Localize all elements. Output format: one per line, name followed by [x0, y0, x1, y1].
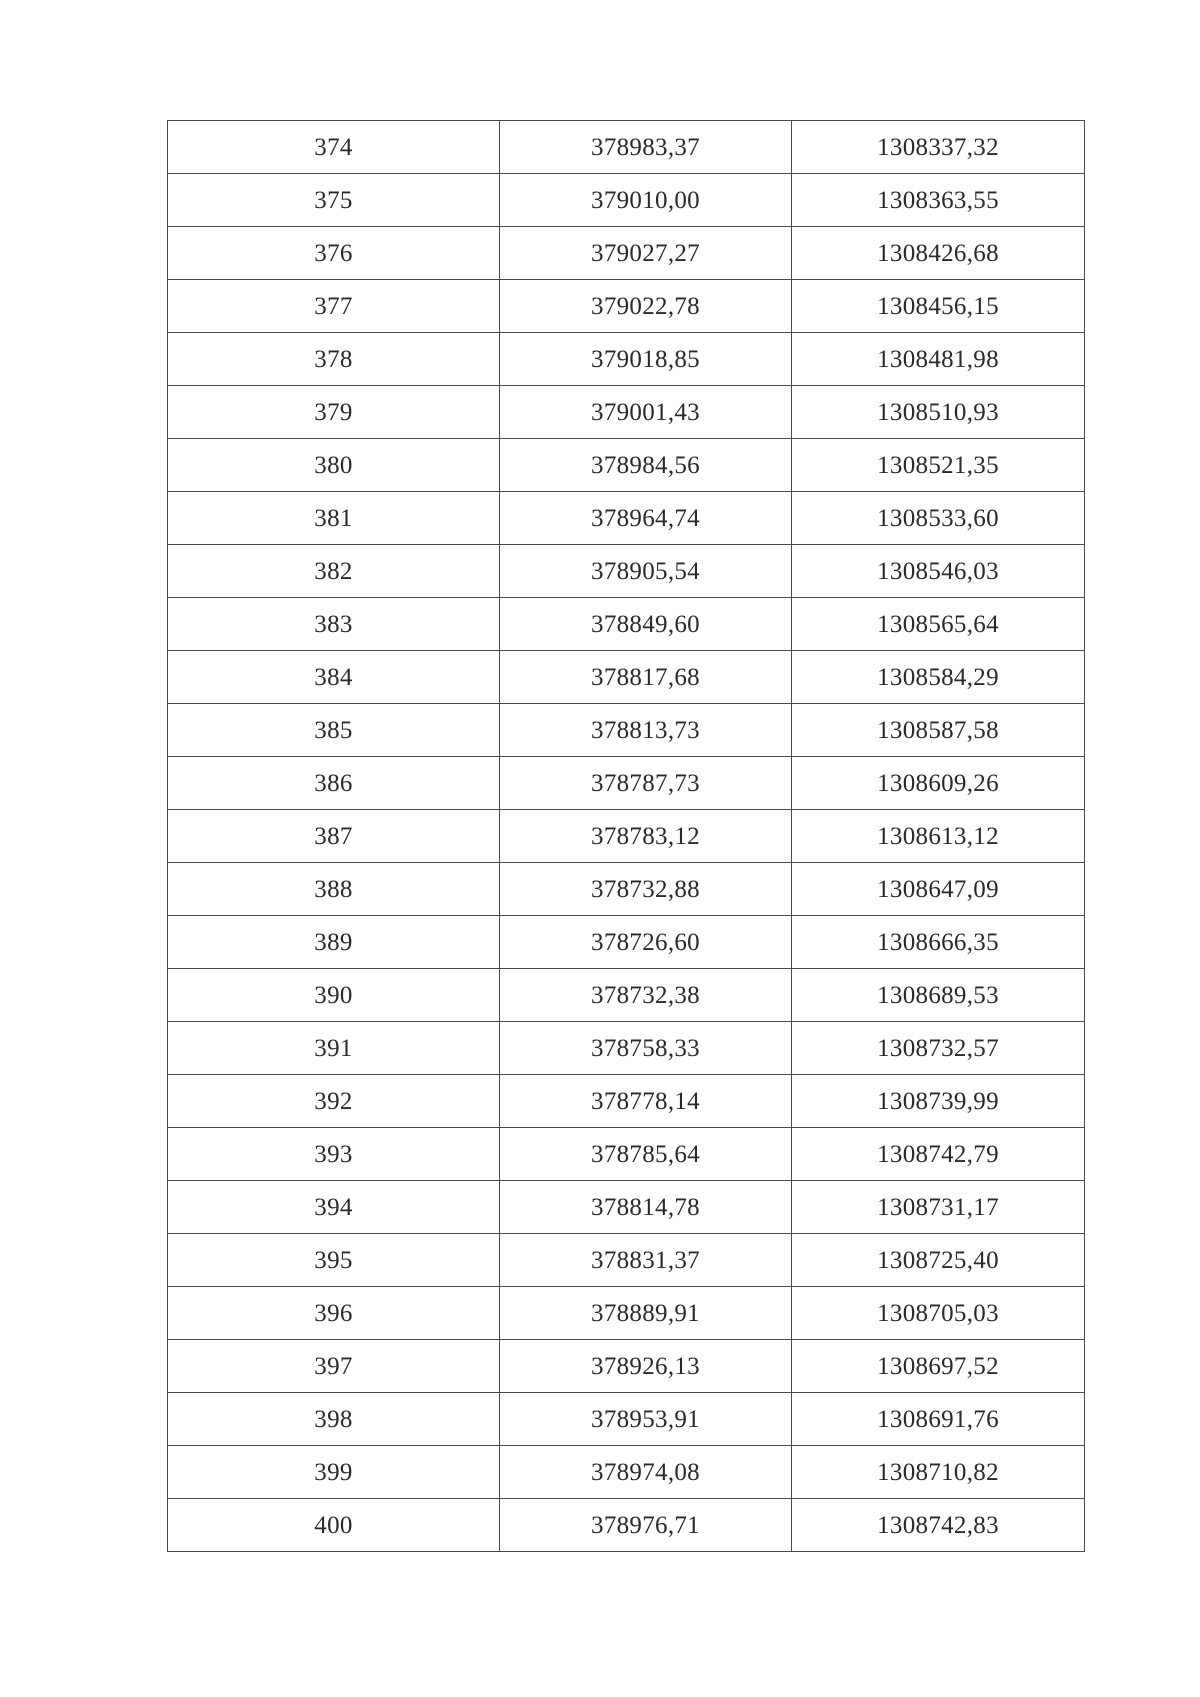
point-number-cell: 398 — [168, 1393, 500, 1446]
x-coordinate-cell: 378783,12 — [500, 810, 792, 863]
table-row — [168, 280, 1085, 333]
x-coordinate-cell: 378817,68 — [500, 651, 792, 704]
table-row — [168, 969, 1085, 1022]
point-number-cell: 383 — [168, 598, 500, 651]
x-coordinate-cell: 378814,78 — [500, 1181, 792, 1234]
table-row — [168, 916, 1085, 969]
table-row — [168, 1075, 1085, 1128]
point-number-cell: 387 — [168, 810, 500, 863]
point-number-cell: 376 — [168, 227, 500, 280]
y-coordinate-cell: 1308456,15 — [792, 280, 1085, 333]
point-number-cell: 379 — [168, 386, 500, 439]
point-number-cell: 389 — [168, 916, 500, 969]
x-coordinate-cell: 378889,91 — [500, 1287, 792, 1340]
x-coordinate-cell: 378849,60 — [500, 598, 792, 651]
x-coordinate-cell: 379022,78 — [500, 280, 792, 333]
table-row — [168, 704, 1085, 757]
x-coordinate-cell: 378953,91 — [500, 1393, 792, 1446]
point-number-cell: 386 — [168, 757, 500, 810]
point-number-cell: 394 — [168, 1181, 500, 1234]
table-row — [168, 227, 1085, 280]
table-row — [168, 1234, 1085, 1287]
point-number-cell: 385 — [168, 704, 500, 757]
point-number-cell: 380 — [168, 439, 500, 492]
x-coordinate-cell: 378778,14 — [500, 1075, 792, 1128]
point-number-cell: 375 — [168, 174, 500, 227]
y-coordinate-cell: 1308732,57 — [792, 1022, 1085, 1075]
y-coordinate-cell: 1308731,17 — [792, 1181, 1085, 1234]
y-coordinate-cell: 1308565,64 — [792, 598, 1085, 651]
x-coordinate-cell: 378732,38 — [500, 969, 792, 1022]
table-row — [168, 1340, 1085, 1393]
y-coordinate-cell: 1308689,53 — [792, 969, 1085, 1022]
point-number-cell: 400 — [168, 1499, 500, 1552]
y-coordinate-cell: 1308742,83 — [792, 1499, 1085, 1552]
point-number-cell: 381 — [168, 492, 500, 545]
point-number-cell: 390 — [168, 969, 500, 1022]
y-coordinate-cell: 1308587,58 — [792, 704, 1085, 757]
y-coordinate-cell: 1308613,12 — [792, 810, 1085, 863]
table-row — [168, 386, 1085, 439]
y-coordinate-cell: 1308546,03 — [792, 545, 1085, 598]
point-number-cell: 377 — [168, 280, 500, 333]
x-coordinate-cell: 378787,73 — [500, 757, 792, 810]
x-coordinate-cell: 378758,33 — [500, 1022, 792, 1075]
point-number-cell: 392 — [168, 1075, 500, 1128]
x-coordinate-cell: 379018,85 — [500, 333, 792, 386]
x-coordinate-cell: 379027,27 — [500, 227, 792, 280]
y-coordinate-cell: 1308337,32 — [792, 121, 1085, 174]
point-number-cell: 378 — [168, 333, 500, 386]
x-coordinate-cell: 378726,60 — [500, 916, 792, 969]
x-coordinate-cell: 378732,88 — [500, 863, 792, 916]
point-number-cell: 388 — [168, 863, 500, 916]
coordinates-table — [167, 120, 1085, 1552]
y-coordinate-cell: 1308739,99 — [792, 1075, 1085, 1128]
point-number-cell: 395 — [168, 1234, 500, 1287]
table-row — [168, 174, 1085, 227]
y-coordinate-cell: 1308363,55 — [792, 174, 1085, 227]
y-coordinate-cell: 1308697,52 — [792, 1340, 1085, 1393]
x-coordinate-cell: 379010,00 — [500, 174, 792, 227]
point-number-cell: 391 — [168, 1022, 500, 1075]
table-row — [168, 1181, 1085, 1234]
point-number-cell: 382 — [168, 545, 500, 598]
point-number-cell: 399 — [168, 1446, 500, 1499]
table-row — [168, 651, 1085, 704]
x-coordinate-cell: 378813,73 — [500, 704, 792, 757]
y-coordinate-cell: 1308533,60 — [792, 492, 1085, 545]
x-coordinate-cell: 378983,37 — [500, 121, 792, 174]
y-coordinate-cell: 1308521,35 — [792, 439, 1085, 492]
x-coordinate-cell: 378984,56 — [500, 439, 792, 492]
y-coordinate-cell: 1308426,68 — [792, 227, 1085, 280]
x-coordinate-cell: 378974,08 — [500, 1446, 792, 1499]
point-number-cell: 374 — [168, 121, 500, 174]
point-number-cell: 396 — [168, 1287, 500, 1340]
table-row — [168, 545, 1085, 598]
y-coordinate-cell: 1308481,98 — [792, 333, 1085, 386]
x-coordinate-cell: 378926,13 — [500, 1340, 792, 1393]
y-coordinate-cell: 1308742,79 — [792, 1128, 1085, 1181]
table-row — [168, 1446, 1085, 1499]
table-row — [168, 757, 1085, 810]
table-row — [168, 439, 1085, 492]
y-coordinate-cell: 1308710,82 — [792, 1446, 1085, 1499]
table-row — [168, 1393, 1085, 1446]
y-coordinate-cell: 1308609,26 — [792, 757, 1085, 810]
point-number-cell: 393 — [168, 1128, 500, 1181]
x-coordinate-cell: 378976,71 — [500, 1499, 792, 1552]
table-row — [168, 492, 1085, 545]
y-coordinate-cell: 1308666,35 — [792, 916, 1085, 969]
y-coordinate-cell: 1308510,93 — [792, 386, 1085, 439]
table-row — [168, 1022, 1085, 1075]
coordinates-table-body — [168, 121, 1085, 1552]
y-coordinate-cell: 1308584,29 — [792, 651, 1085, 704]
y-coordinate-cell: 1308725,40 — [792, 1234, 1085, 1287]
x-coordinate-cell: 378831,37 — [500, 1234, 792, 1287]
table-row — [168, 863, 1085, 916]
table-row — [168, 810, 1085, 863]
point-number-cell: 397 — [168, 1340, 500, 1393]
x-coordinate-cell: 379001,43 — [500, 386, 792, 439]
table-row — [168, 1499, 1085, 1552]
table-row — [168, 333, 1085, 386]
point-number-cell: 384 — [168, 651, 500, 704]
table-row — [168, 121, 1085, 174]
y-coordinate-cell: 1308691,76 — [792, 1393, 1085, 1446]
table-row — [168, 1287, 1085, 1340]
y-coordinate-cell: 1308705,03 — [792, 1287, 1085, 1340]
x-coordinate-cell: 378964,74 — [500, 492, 792, 545]
x-coordinate-cell: 378785,64 — [500, 1128, 792, 1181]
table-row — [168, 1128, 1085, 1181]
x-coordinate-cell: 378905,54 — [500, 545, 792, 598]
y-coordinate-cell: 1308647,09 — [792, 863, 1085, 916]
table-row — [168, 598, 1085, 651]
